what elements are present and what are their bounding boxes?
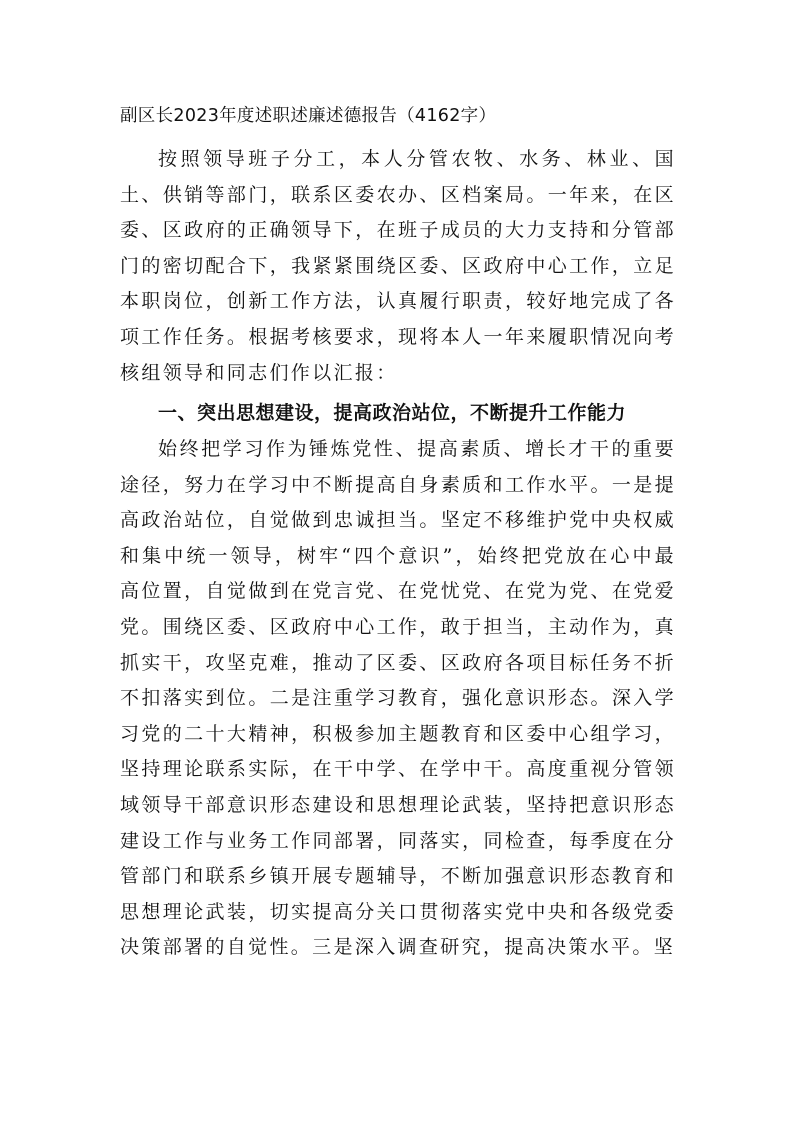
- section-1-paragraph: 始终把学习作为锤炼党性、提高素质、增长才干的重要途径，努力在学习中不断提高自身素质和工作水平。一是提高政治站位，自觉做到忠诚担当。坚定不移维护党中央权威和集中统一领导，树牢“四个意识”，始终把党放在心中最高位置，自觉做到在党言党、在党忧党、在党为党、在党爱党。围绕区委、区政府中心工作，敢于担当，主动作为，真抓实干，攻坚克难，推动了区委、区政府各项目标任务不折不扣落实到位。二是注重学习教育，强化意识形态。深入学习党的二十大精神，积极参加主题教育和区委中心组学习，坚持理论联系实际，在干中学、在学中干。高度重视分管领域领导干部意识形态建设和思想理论武装，坚持把意识形态建设工作与业务工作同部署，同落实，同检查，每季度在分管部门和联系乡镇开展专题辅导，不断加强意识形态教育和思想理论武装，切实提高分关口贯彻落实党中央和各级党委决策部署的自觉性。三是深入调查研究，提高决策水平。坚: [120, 438, 676, 959]
- section-heading-1: 一、突出思想建设，提高政治站位，不断提升工作能力: [158, 402, 627, 424]
- intro-paragraph: 按照领导班子分工，本人分管农牧、水务、林业、国土、供销等部门，联系区委农办、区档案局。一年来，在区委、区政府的正确领导下，在班子成员的大力支持和分管部门的密切配合下，我紧紧围绕区委、区政府中心工作，立足本职岗位，创新工作方法，认真履行职责，较好地完成了各项工作任务。根据考核要求，现将本人一年来履职情况向考核组领导和同志们作以汇报：: [120, 148, 676, 384]
- document-title: 副区长2023年度述职述廉述德报告（4162字）: [120, 106, 497, 126]
